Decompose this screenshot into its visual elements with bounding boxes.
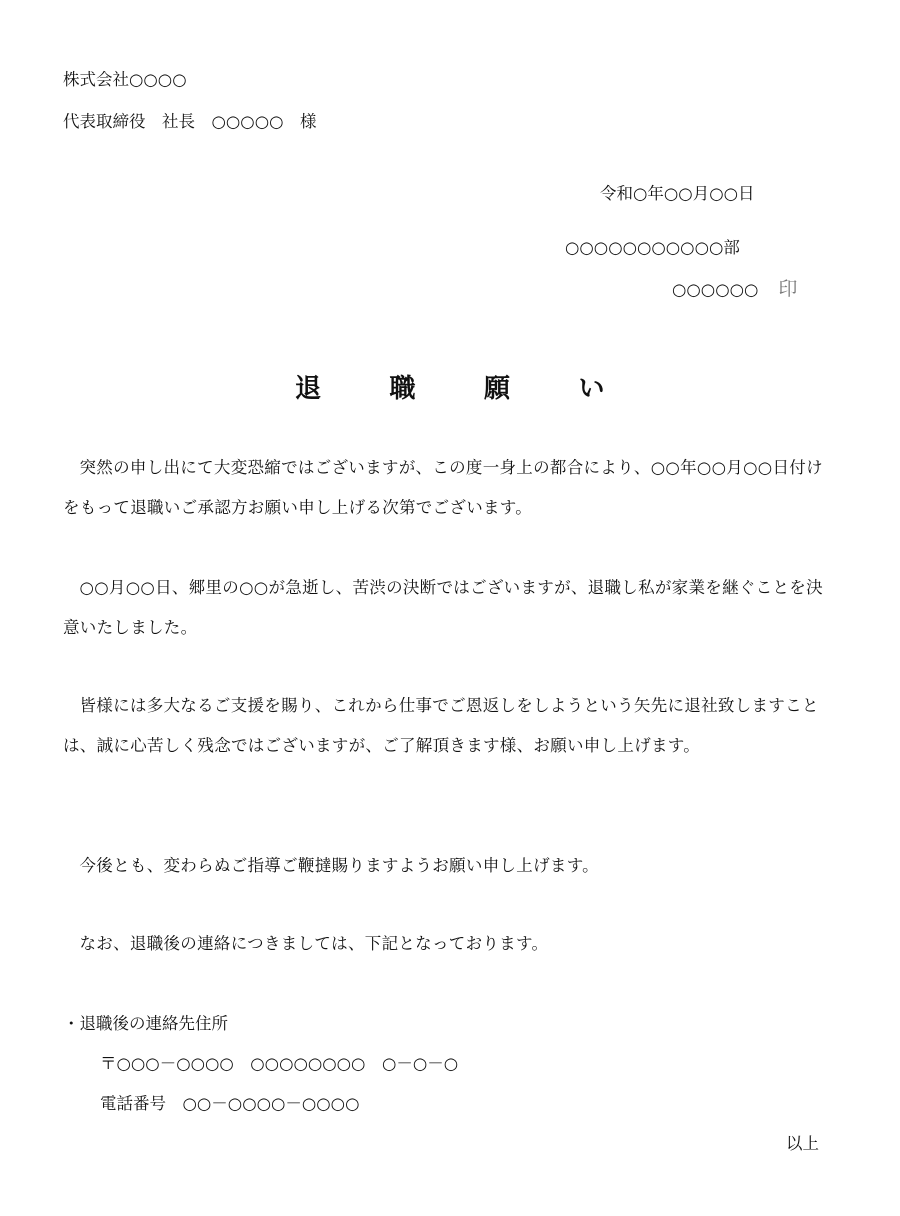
paragraph-text: 今後とも、変わらぬご指導ご鞭撻賜りますようお願い申し上げます。: [79, 856, 599, 875]
closing-mark: 以上: [786, 1134, 819, 1153]
body-paragraph-3: [63, 686, 823, 766]
recipient-company: 株式会社○○○○: [63, 70, 187, 89]
paragraph-text: ○○月○○日、郷里の○○が急逝し、苦渋の決断ではございますが、退職し私が家業を継ぐことを決意いたしました。: [63, 578, 823, 637]
document-title: [0, 368, 900, 405]
contact-phone: 電話番号 ○○－○○○○－○○○○: [100, 1094, 360, 1113]
sender-name: ○○○○○○: [672, 280, 759, 299]
body-paragraph-4: [63, 846, 823, 886]
contact-heading: ・退職後の連絡先住所: [63, 1014, 228, 1033]
recipient-name: 代表取締役 社長 ○○○○○ 様: [63, 112, 317, 131]
title-char: 退: [294, 374, 322, 404]
body-paragraph-1: [63, 448, 823, 528]
paragraph-text: 皆様には多大なるご支援を賜り、これから仕事でご恩返しをしようという矢先に退社致しますことは、誠に心苦しく残念ではございますが、ご了解頂きます様、お願い申し上げます。: [63, 696, 819, 755]
body-paragraph-5: [63, 924, 823, 964]
body-paragraph-2: [63, 568, 823, 648]
title-char: 願: [484, 374, 511, 404]
title-char: い: [578, 374, 606, 404]
paragraph-text: なお、退職後の連絡につきましては、下記となっております。: [79, 934, 549, 953]
paragraph-text: 突然の申し出にて大変恐縮ではございますが、この度一身上の都合により、○○年○○月○○日付けをもって退職いご承認方お願い申し上げる次第でございます。: [63, 458, 823, 517]
title-char: 職: [389, 374, 416, 404]
sender-department: ○○○○○○○○○○○部: [565, 238, 740, 257]
document-date: 令和○年○○月○○日: [600, 184, 755, 203]
contact-address: 〒○○○－○○○○ ○○○○○○○○ ○－○－○: [100, 1054, 459, 1073]
seal-mark: 印: [778, 278, 798, 300]
sender-name-line: [672, 280, 797, 299]
